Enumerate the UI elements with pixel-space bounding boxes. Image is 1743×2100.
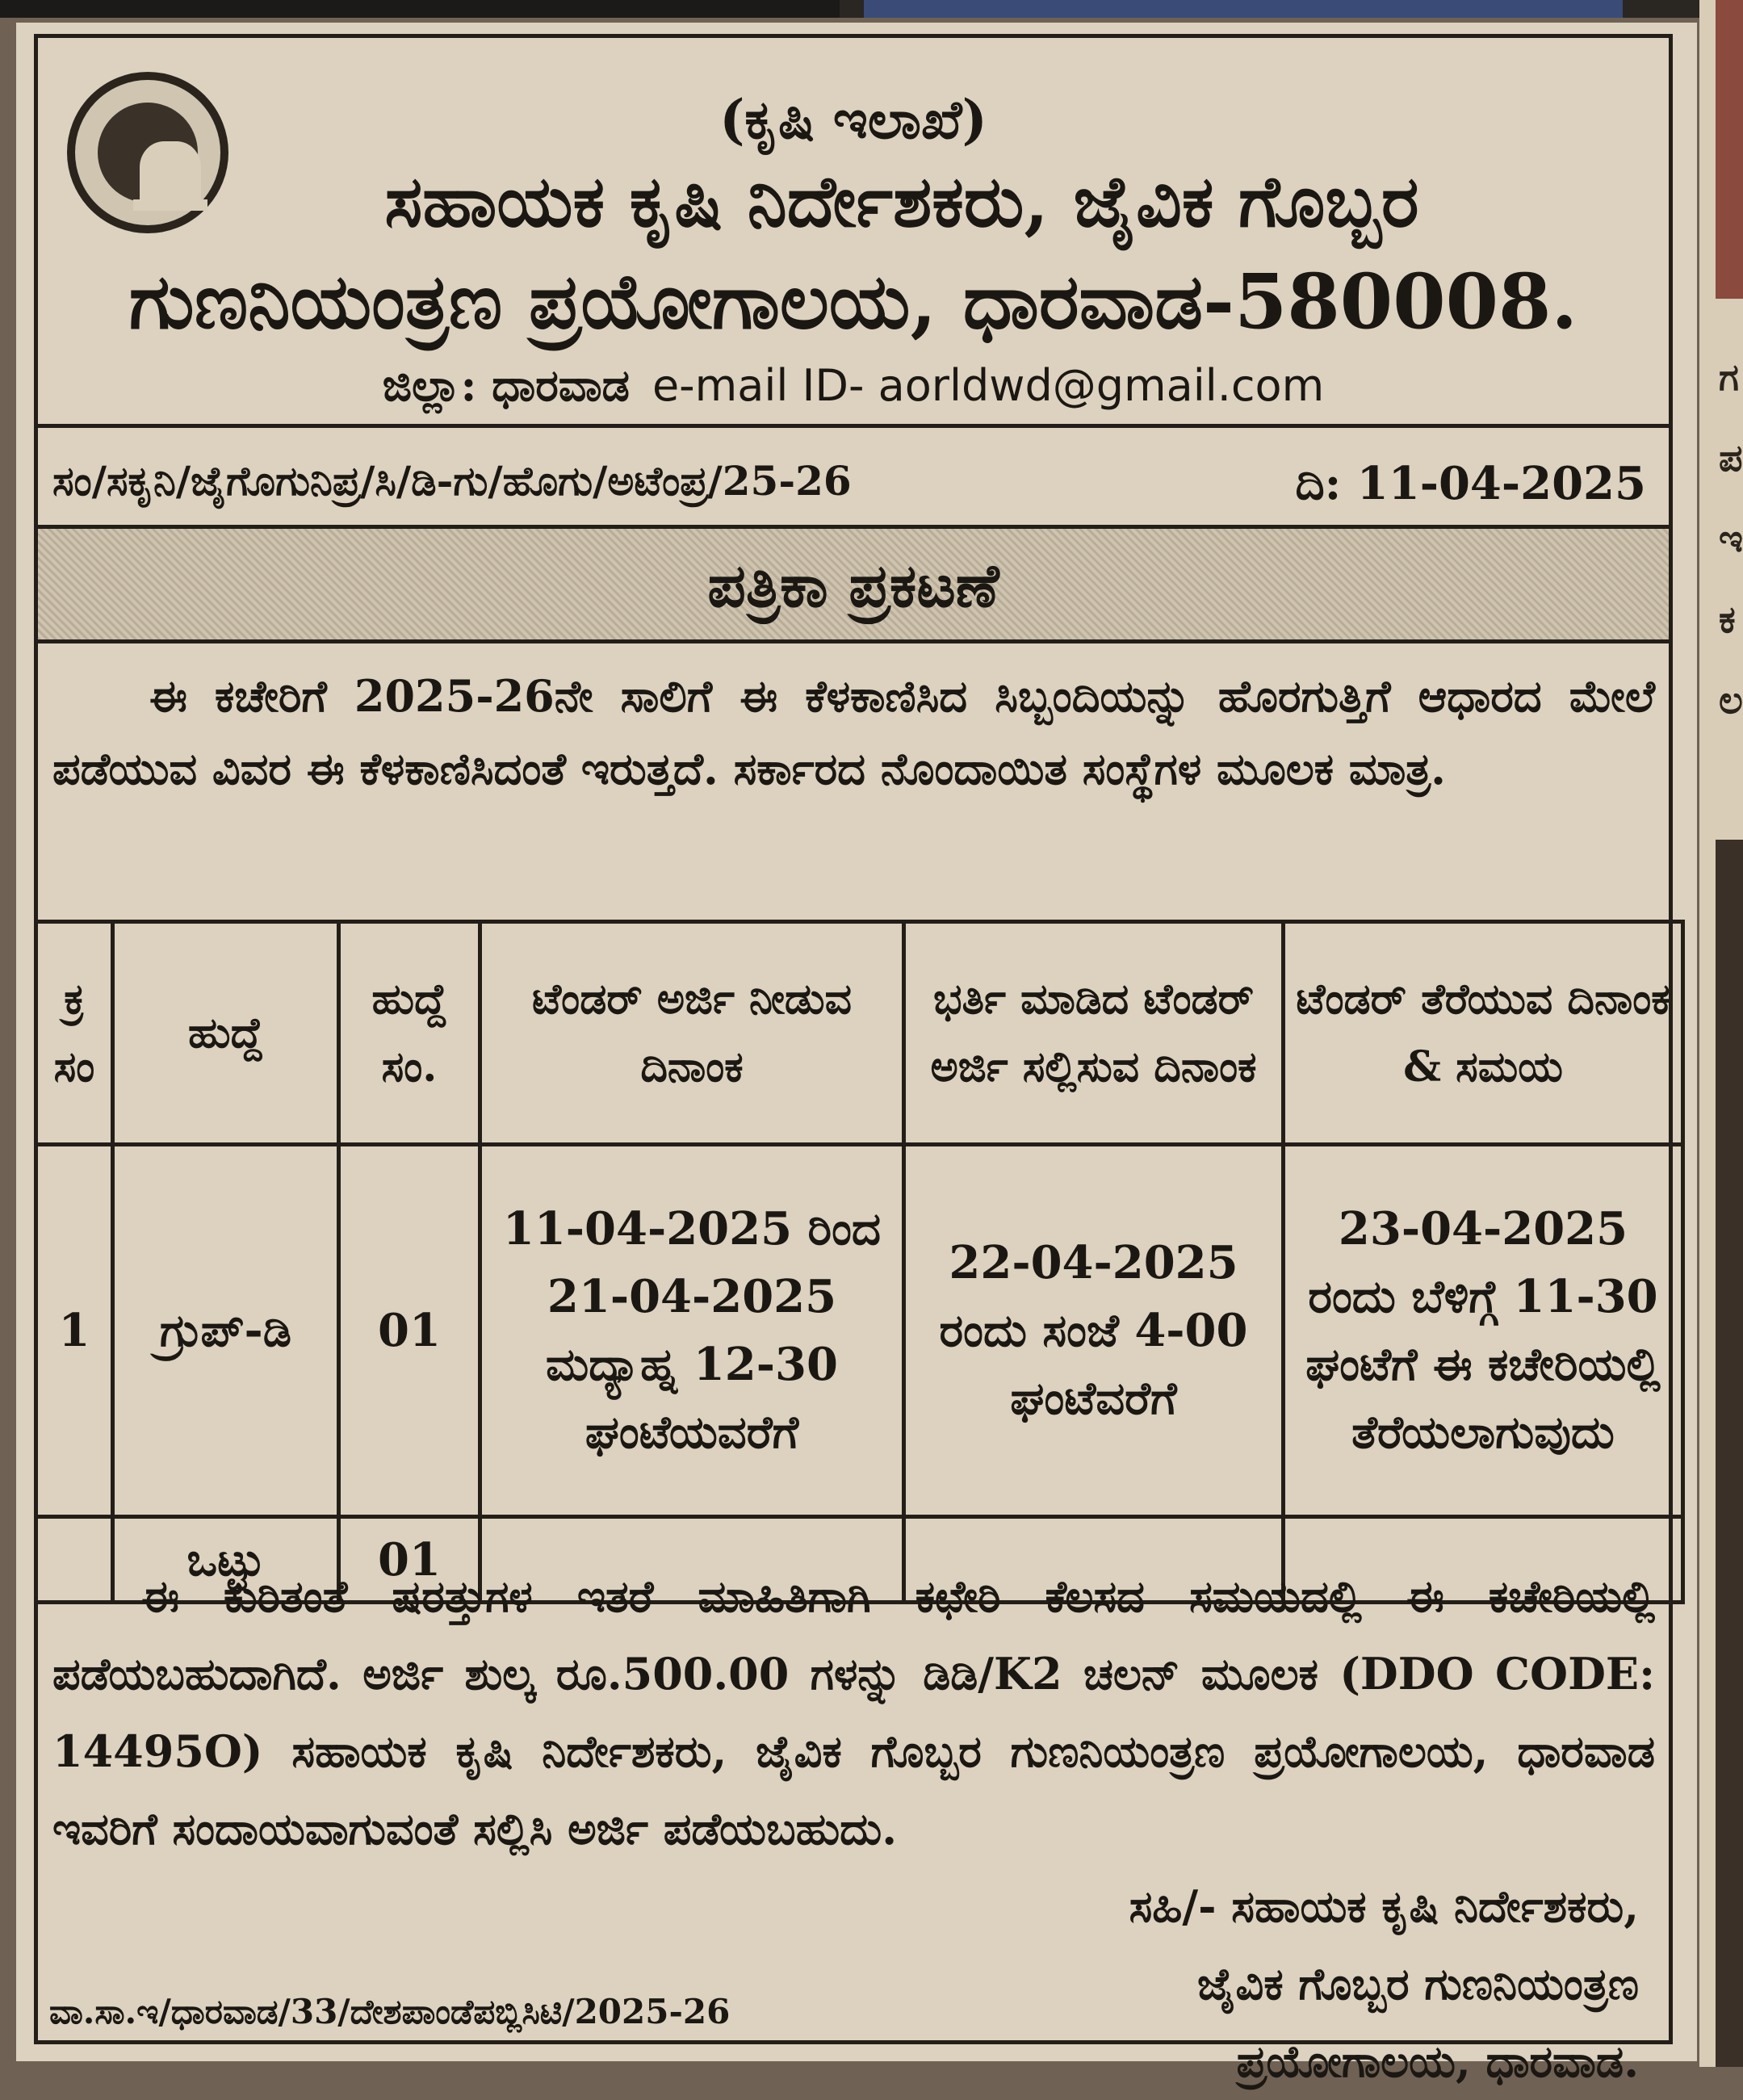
district-label: ಜಿಲ್ಲಾ: ಧಾರವಾಡ (382, 359, 630, 411)
signature-line3: ಪ್ರಯೋಗಾಲಯ, ಧಾರವಾಡ. (1236, 2035, 1639, 2087)
office-name-line2: ಗುಣನಿಯಂತ್ರಣ ಪ್ರಯೋಗಾಲಯ, ಧಾರವಾಡ-580008. (128, 258, 1578, 346)
signature-line2: ಜೈವಿಕ ಗೊಬ್ಬರ ಗುಣನಿಯಂತ್ರಣ (1197, 1958, 1639, 2010)
email-address: e-mail ID- aorldwd@gmail.com (652, 360, 1325, 411)
notice-header (38, 38, 1669, 421)
cell-post-count: 01 (339, 1145, 480, 1517)
column-header-submit-date: ಭರ್ತಿ ಮಾಡಿದ ಟೆಂಡರ್ ಅರ್ಜಿ ಸಲ್ಲಿಸುವ ದಿನಾಂಕ (904, 922, 1284, 1145)
column-header-opening: ಟೆಂಡರ್ ತೆರೆಯುವ ದಿನಾಂಕ & ಸಮಯ (1284, 922, 1683, 1145)
cell-post: ಗ್ರುಪ್-ಡಿ (113, 1145, 339, 1517)
cell-serial: 1 (36, 1145, 113, 1517)
cell-total-count: 01 (339, 1517, 480, 1603)
adjacent-letter: ಕ (1719, 597, 1736, 641)
notice-date: ದಿ: 11-04-2025 (1295, 457, 1646, 510)
cell-total-label: ಒಟ್ಟು (113, 1517, 339, 1603)
adjacent-letter: ಲ (1719, 678, 1743, 722)
cell-submit-date: 22-04-2025 ರಂದು ಸಂಜೆ 4-00 ಘಂಟೆವರೆಗೆ (904, 1145, 1284, 1517)
district-contact (38, 359, 1669, 412)
cell-opening: 23-04-2025 ರಂದು ಬೆಳಿಗ್ಗೆ 11-30 ಘಂಟೆಗೆ ಈ ಕಚೇರಿಯಲ್ಲಿ ತೆರೆಯಲಾಗುವುದು (1284, 1145, 1683, 1517)
adjacent-letter: ಪ (1719, 436, 1743, 480)
column-header-post-count: ಹುದ್ದೆ ಸಂ. (339, 922, 480, 1145)
reference-number: ಸಂ/ಸಕೃನಿ/ಜೈಗೊಗುನಿಪ್ರ/ಸಿ/ಡಿ-ಗು/ಹೊಗು/ಅಟೆಂಪ್ರ/25-26 (52, 457, 852, 505)
table-row (36, 1145, 1683, 1517)
department-name: (ಕೃಷಿ ಇಲಾಖೆ) (719, 88, 987, 151)
reference-row (38, 424, 1669, 529)
notice-title-banner (38, 529, 1669, 643)
signature-block (1041, 1867, 1639, 2100)
tender-table (34, 920, 1685, 1604)
adjacent-column-red-strip (1716, 0, 1743, 299)
notice-title: ಪತ್ರಿಕಾ ಪ್ರಕಟಣೆ (707, 551, 999, 621)
column-header-post: ಹುದ್ದೆ (113, 922, 339, 1145)
top-edge-strip (0, 0, 1743, 18)
notice-frame (34, 34, 1673, 2087)
adjacent-letter: ಗ (1719, 355, 1739, 399)
cell-issue-date: 11-04-2025 ರಿಂದ 21-04-2025 ಮದ್ಯಾಹ್ನ 12-30 ಘಂಟೆಯವರೆಗೆ (480, 1145, 904, 1517)
newspaper-clipping (16, 23, 1697, 2087)
body-text: ಈ ಕುರಿತಂತೆ ಷರತ್ತುಗಳ ಇತರೆ ಮಾಹಿತಿಗಾಗಿ ಕಛೇರಿ ಕೆಲಸದ ಸಮಯದಲ್ಲಿ ಈ ಕಚೇರಿಯಲ್ಲಿ ಪಡೆಯಬಹುದಾಗಿದೆ. ಅರ್ಜಿ ಶುಲ್ಕ ರೂ.500.00 ಗಳನ್ನು ಡಿಡಿ/K2 ಚಲನ್ ಮೂಲಕ (DDO CODE: 14495O) ಸಹಾಯಕ ಕೃಷಿ ನಿರ್ದೇಶಕರು, ಜೈವಿಕ ಗೊಬ್ಬರ ಗುಣನಿಯಂತ್ರಣ ಪ್ರಯೋಗಾಲಯ, ಧಾರವಾಡ ಇವರಿಗೆ ಸಂದಾಯವಾಗುವಂತೆ ಸಲ್ಲಿಸಿ ಅರ್ಜಿ ಪಡೆಯಬಹುದು. (52, 1570, 1655, 1855)
adjacent-column (1699, 0, 1743, 2067)
column-header-issue-date: ಟೆಂಡರ್ ಅರ್ಜಿ ನೀಡುವ ದಿನಾಂಕ (480, 922, 904, 1145)
column-header-serial: ಕ್ರ ಸಂ (36, 922, 113, 1145)
office-name-line1: ಸಹಾಯಕ ಕೃಷಿ ನಿರ್ದೇಶಕರು, ಜೈವಿಕ ಗೊಬ್ಬರ (384, 159, 1419, 243)
signature-line1: ಸಹಿ/- ಸಹಾಯಕ ಕೃಷಿ ನಿರ್ದೇಶಕರು, (1129, 1880, 1639, 1932)
intro-paragraph: ಈ ಕಚೇರಿಗೆ 2025-26ನೇ ಸಾಲಿಗೆ ಈ ಕೆಳಕಾಣಿಸಿದ ಸಿಬ್ಬಂದಿಯನ್ನು ಹೊರಗುತ್ತಿಗೆ ಆಧಾರದ ಮೇಲೆ ಪಡೆಯುವ ವಿವರ ಈ ಕೆಳಕಾಣಿಸಿದಂತೆ ಇರುತ್ತದೆ. ಸರ್ಕಾರದ ನೊಂದಾಯಿತ ಸಂಸ್ಥೆಗಳ ಮೂಲಕ ಮಾತ್ರ. (52, 670, 1655, 794)
top-edge-blue-block (864, 0, 1623, 18)
publicity-reference: ವಾ.ಸಾ.ಇ/ಧಾರವಾಡ/33/ದೇಶಪಾಂಡೆಪಬ್ಲಿಸಿಟಿ/2025-26 (49, 1992, 731, 2031)
adjacent-column-dark-strip (1716, 840, 1743, 2067)
table-header-row (36, 922, 1683, 1145)
top-edge-dark-block (0, 0, 840, 18)
adjacent-letter: ಇ (1719, 517, 1743, 560)
